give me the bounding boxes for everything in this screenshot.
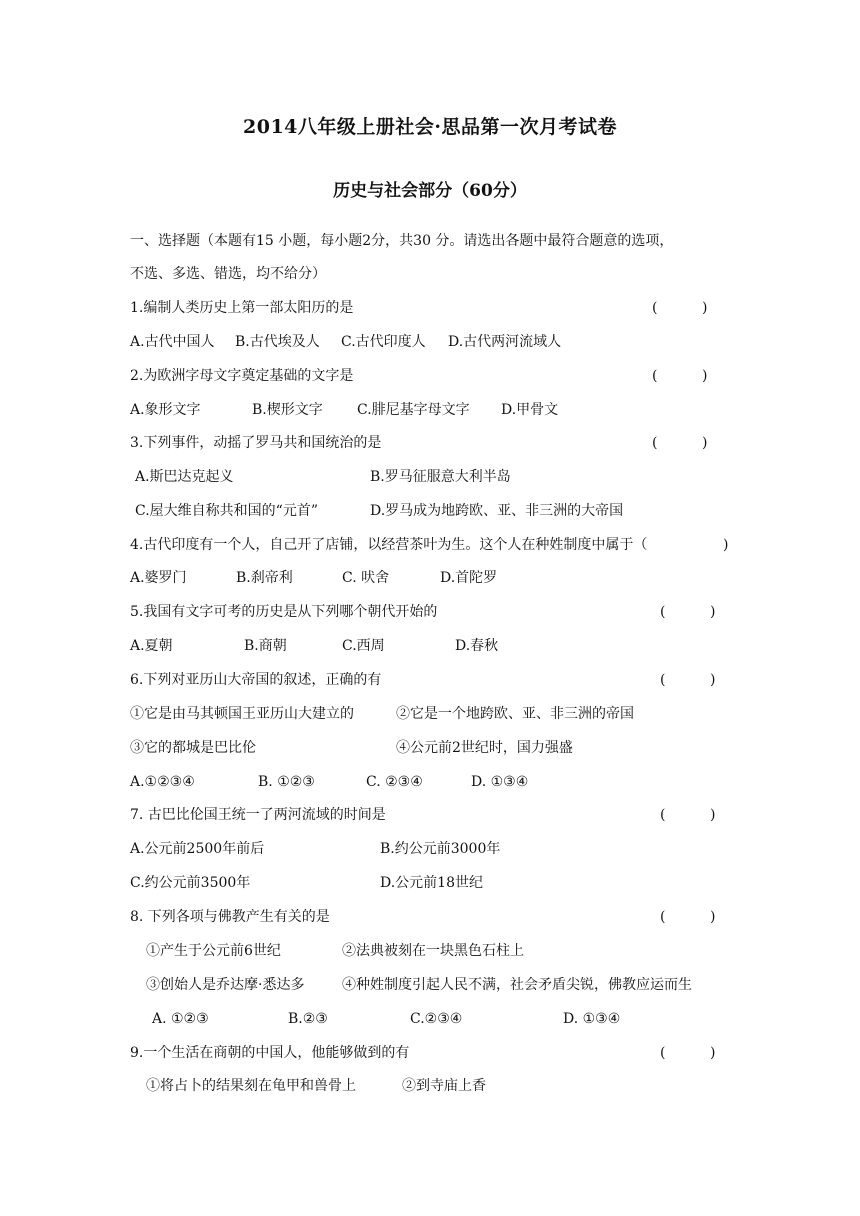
q5-option-c: C.西周 — [342, 638, 385, 654]
section-intro-line2: 不选、多选、错选，均不给分） — [130, 266, 326, 282]
q9-statement-1: ①将占卜的结果刻在龟甲和兽骨上 — [146, 1078, 356, 1094]
q8-option-a: A. ①②③ — [152, 1011, 209, 1027]
question-4-stem: 4.古代印度有一个人，自己开了店铺，以经营茶叶为生。这个人在种姓制度中属于（ — [130, 537, 648, 553]
q4-option-a: A.婆罗门 — [130, 570, 187, 586]
section-subtitle: 历史与社会部分（60分） — [333, 181, 527, 201]
q1-option-c: C.古代印度人 — [341, 334, 426, 350]
page-title: 2014八年级上册社会·思品第一次月考试卷 — [243, 116, 617, 138]
q3-option-b: B.罗马征服意大利半岛 — [370, 469, 511, 485]
question-8-stem: 8. 下列各项与佛教产生有关的是 — [130, 909, 330, 925]
q5-option-a: A.夏朝 — [130, 638, 173, 654]
answer-blank: ( ) — [660, 672, 716, 688]
q4-option-d: D.首陀罗 — [440, 570, 498, 586]
q1-option-d: D.古代两河流域人 — [448, 334, 562, 350]
q7-option-b: B.约公元前3000年 — [380, 841, 501, 857]
q2-option-a: A.象形文字 — [130, 402, 201, 418]
q6-statement-4: ④公元前2世纪时，国力强盛 — [396, 740, 573, 756]
q5-option-d: D.春秋 — [455, 638, 499, 654]
q6-option-b: B. ①②③ — [258, 774, 315, 790]
q8-option-c: C.②③④ — [410, 1011, 463, 1027]
q8-statement-4: ④种姓制度引起人民不满，社会矛盾尖锐，佛教应运而生 — [342, 977, 692, 993]
question-1-stem: 1.编制人类历史上第一部太阳历的是 — [130, 300, 354, 316]
q1-option-a: A.古代中国人 — [130, 334, 215, 350]
answer-blank: ( ) — [660, 807, 716, 823]
q3-option-c: C.屋大维自称共和国的“元首” — [135, 503, 318, 519]
question-2-stem: 2.为欧洲字母文字奠定基础的文字是 — [130, 368, 354, 384]
q6-statement-3: ③它的都城是巴比伦 — [130, 740, 256, 756]
answer-blank: ( ) — [660, 1045, 716, 1061]
q8-statement-3: ③创始人是乔达摩·悉达多 — [146, 977, 305, 993]
q7-option-d: D.公元前18世纪 — [380, 875, 483, 891]
q8-option-b: B.②③ — [288, 1011, 328, 1027]
question-9-stem: 9.一个生活在商朝的中国人，他能够做到的有 — [130, 1045, 410, 1061]
q8-statement-1: ①产生于公元前6世纪 — [146, 943, 281, 959]
answer-blank: ( ) — [652, 368, 708, 384]
q6-option-a: A.①②③④ — [130, 774, 195, 790]
q6-option-c: C. ②③④ — [366, 774, 423, 790]
q9-statement-2: ②到寺庙上香 — [402, 1078, 486, 1094]
q3-option-d: D.罗马成为地跨欧、亚、非三洲的大帝国 — [370, 503, 624, 519]
q4-option-b: B.刹帝利 — [236, 570, 293, 586]
question-3-stem: 3.下列事件，动摇了罗马共和国统治的是 — [130, 435, 382, 451]
q3-option-a: A.斯巴达克起义 — [135, 469, 234, 485]
q8-option-d: D. ①③④ — [563, 1011, 621, 1027]
q6-statement-2: ②它是一个地跨欧、亚、非三洲的帝国 — [396, 706, 634, 722]
q7-option-a: A.公元前2500年前后 — [130, 841, 265, 857]
answer-blank: ( ) — [652, 300, 708, 316]
section-intro-line1: 一、选择题（本题有15 小题，每小题2分，共30 分。请选出各题中最符合题意的选项， — [130, 233, 674, 249]
answer-blank: ( ) — [652, 435, 708, 451]
q7-option-c: C.约公元前3500年 — [130, 875, 251, 891]
question-7-stem: 7. 古巴比伦国王统一了两河流域的时间是 — [130, 807, 386, 823]
q1-option-b: B.古代埃及人 — [235, 334, 320, 350]
q6-statement-1: ①它是由马其顿国王亚历山大建立的 — [130, 706, 354, 722]
q2-option-c: C.腓尼基字母文字 — [357, 402, 470, 418]
question-5-stem: 5.我国有文字可考的历史是从下列哪个朝代开始的 — [130, 604, 438, 620]
answer-blank: ( ) — [660, 604, 716, 620]
question-6-stem: 6.下列对亚历山大帝国的叙述，正确的有 — [130, 672, 382, 688]
q2-option-b: B.楔形文字 — [252, 402, 323, 418]
q4-option-c: C. 吠舍 — [342, 570, 390, 586]
q8-statement-2: ②法典被刻在一块黑色石柱上 — [342, 943, 524, 959]
answer-blank: ( ) — [660, 909, 716, 925]
q5-option-b: B.商朝 — [244, 638, 287, 654]
q6-option-d: D. ①③④ — [471, 774, 529, 790]
answer-blank-end: ) — [723, 537, 729, 553]
q2-option-d: D.甲骨文 — [501, 402, 559, 418]
